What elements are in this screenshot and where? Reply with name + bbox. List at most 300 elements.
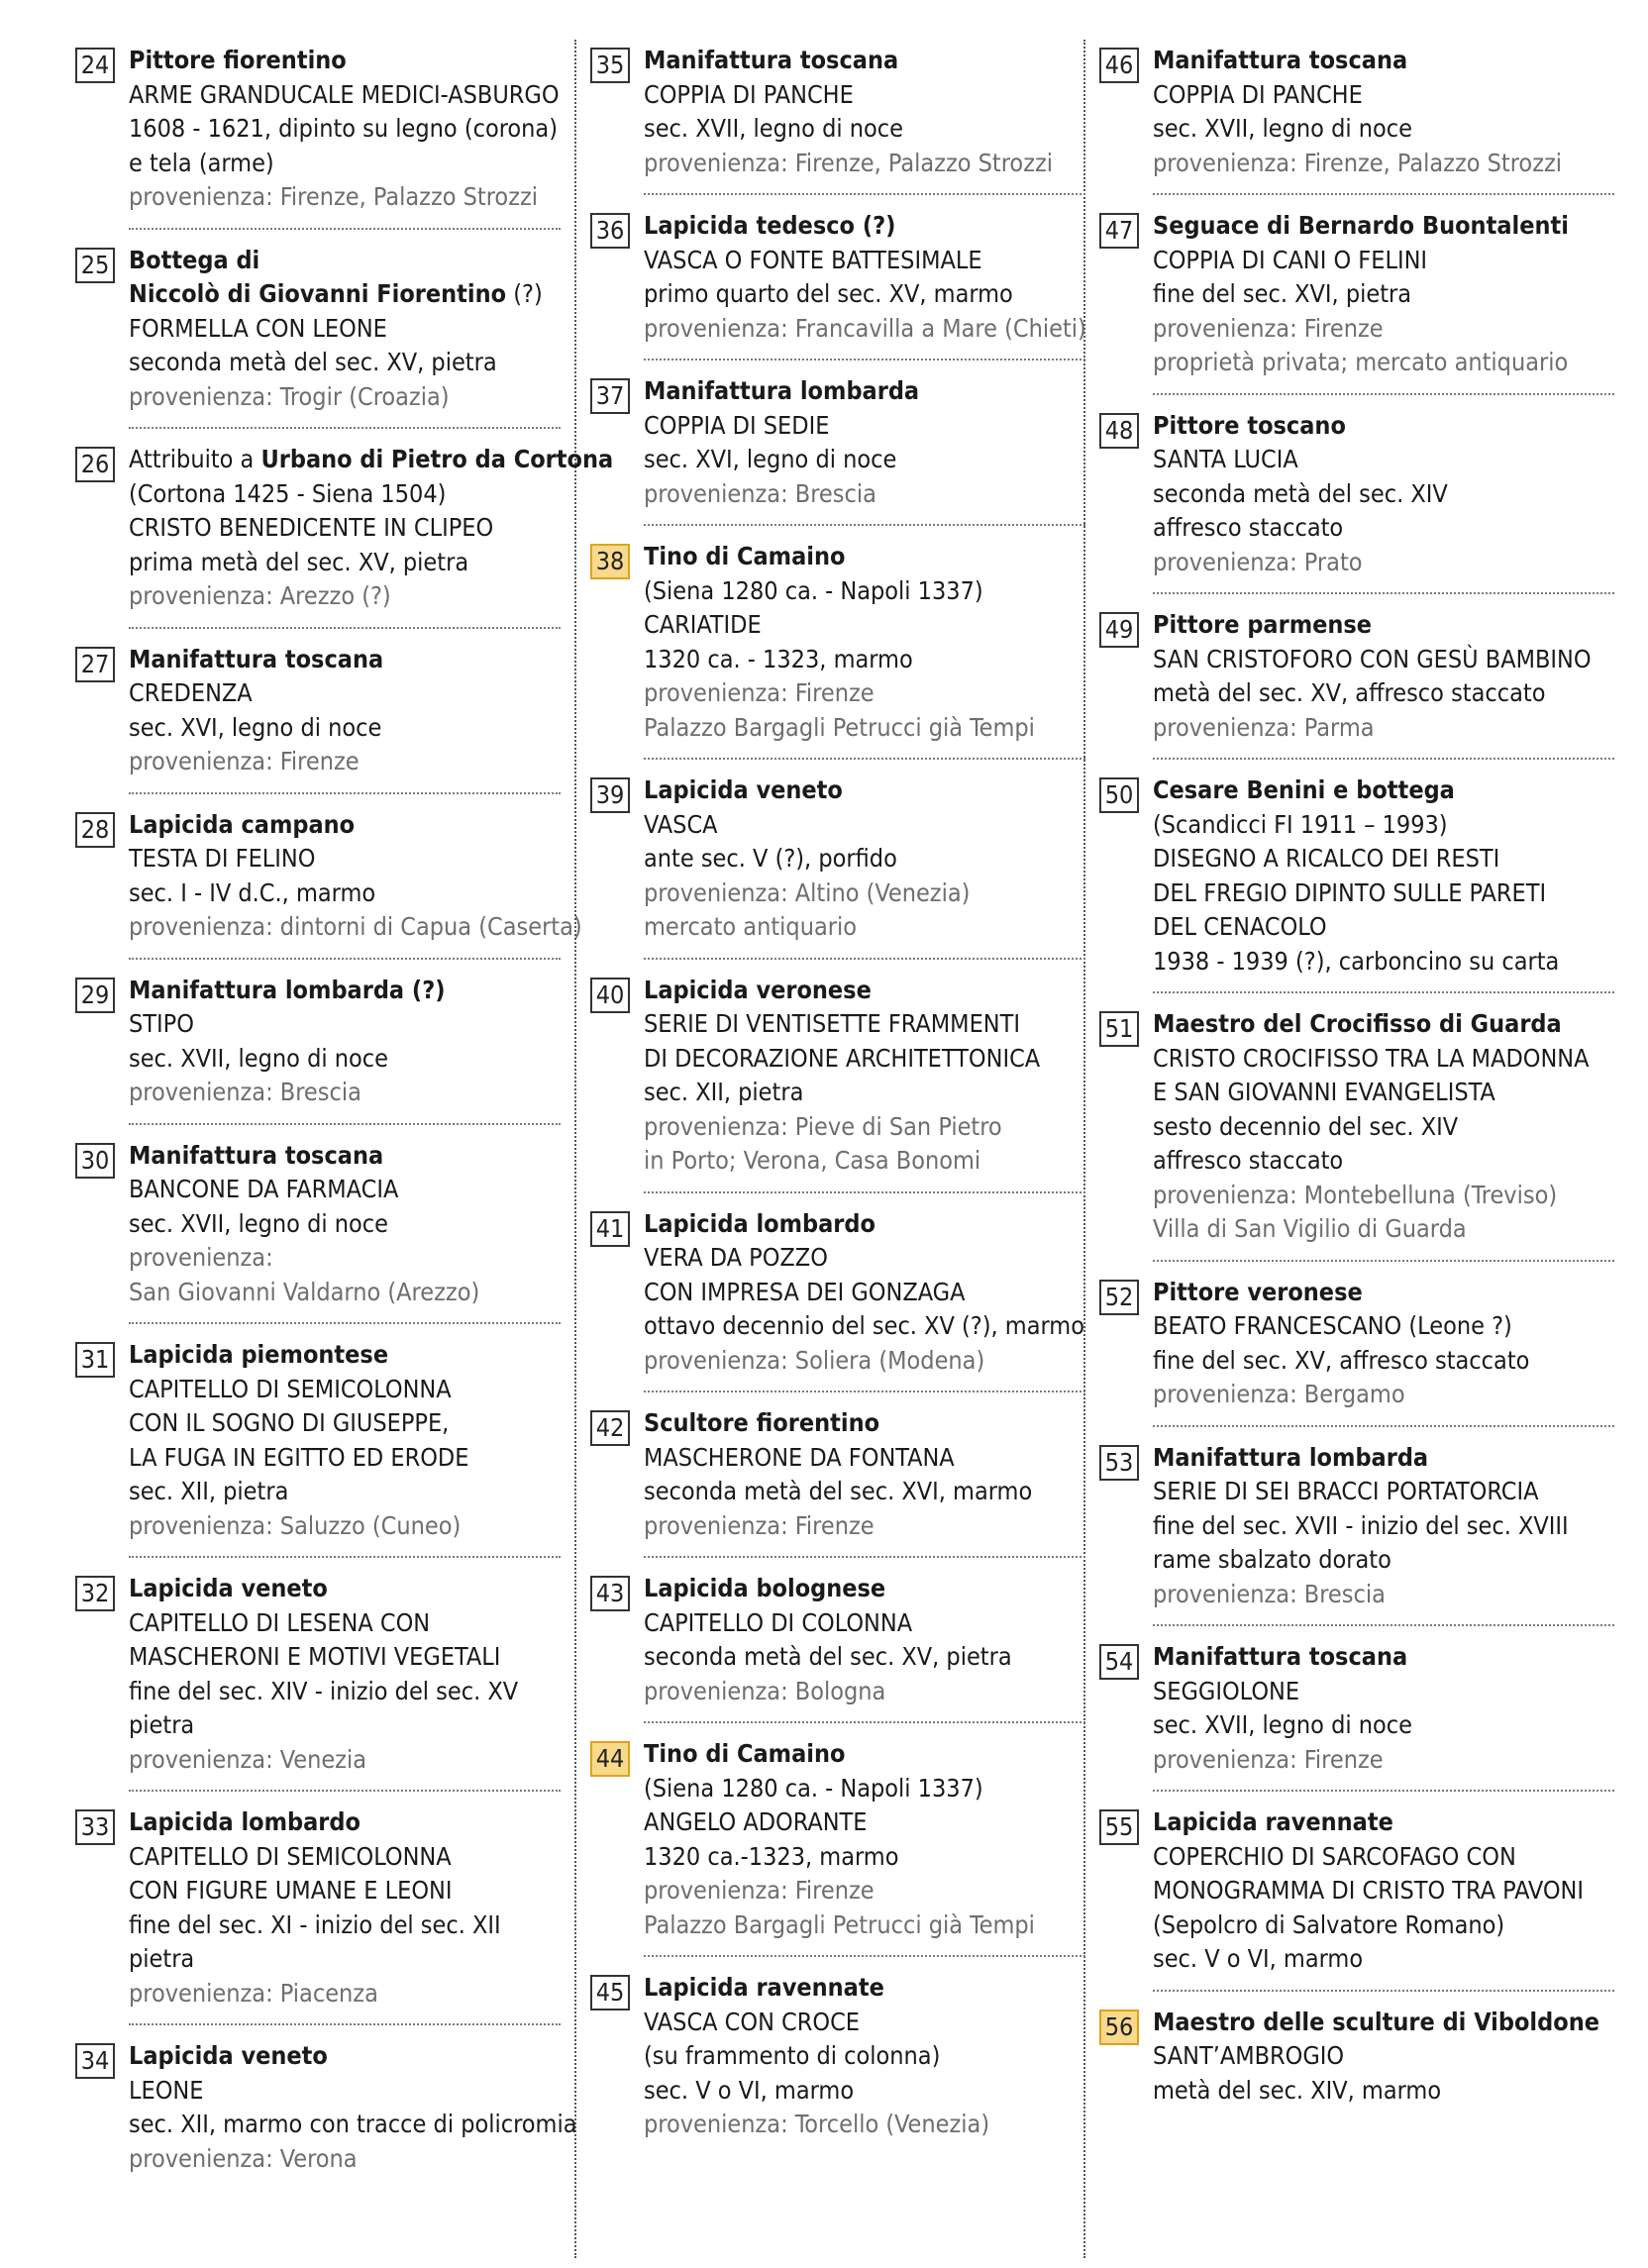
entry-text: provenienza: Firenze <box>644 1510 875 1540</box>
catalog-entry <box>75 244 561 415</box>
entry-provenance-line <box>1153 711 1614 746</box>
entry-separator <box>1153 193 1614 195</box>
entry-line <box>1153 1110 1614 1145</box>
entry-line <box>1153 1042 1614 1077</box>
entry-text: provenienza: Francavilla a Mare (Chieti) <box>644 313 1086 343</box>
entry-separator <box>1153 991 1614 993</box>
entry-line <box>644 540 1085 574</box>
column-divider-1 <box>574 40 576 2258</box>
entry-separator <box>129 1322 561 1324</box>
entry-text: SAN CRISTOFORO CON GESÙ BAMBINO <box>1153 644 1592 673</box>
entry-provenance-line <box>644 1509 1085 1544</box>
entry-line <box>644 1640 1085 1675</box>
entry-text: CRISTO BENEDICENTE IN CLIPEO <box>129 513 494 542</box>
entry-text: CAPITELLO DI SEMICOLONNA <box>129 1374 452 1403</box>
entry-author: Lapicida veronese <box>644 975 872 1004</box>
entry-line <box>1153 945 1614 979</box>
entry-text: MASCHERONI E MOTIVI VEGETALI <box>129 1642 501 1671</box>
entry-text: (Sepolcro di Salvatore Romano) <box>1153 1909 1505 1939</box>
catalog-entry <box>590 209 1085 346</box>
entry-text: in Porto; Verona, Casa Bonomi <box>644 1146 981 1175</box>
entry-line <box>1153 1007 1614 1042</box>
entry-separator <box>129 792 561 794</box>
entry-line <box>1153 1475 1614 1509</box>
catalog-entry <box>590 1406 1085 1543</box>
entry-author: Tino di Camaino <box>644 542 846 570</box>
entry-text: pietra <box>129 1710 195 1739</box>
entry-separator <box>644 1556 1085 1558</box>
entry-text: ARME GRANDUCALE MEDICI-ASBURGO <box>129 79 560 109</box>
entry-line <box>644 1572 1085 1606</box>
entry-text: provenienza: Bologna <box>644 1676 886 1705</box>
entry-provenance-line <box>129 180 561 215</box>
entry-provenance-line <box>644 711 1085 746</box>
entry-number-badge: 36 <box>590 213 630 249</box>
entry-line <box>129 1042 561 1077</box>
entry-line <box>644 1805 1085 1840</box>
entry-line <box>129 477 561 512</box>
entry-line <box>644 773 1085 808</box>
entry-number-badge: 31 <box>75 1342 115 1378</box>
entry-line <box>644 1406 1085 1441</box>
entry-line <box>129 147 561 181</box>
entry-line <box>129 808 561 843</box>
entry-number-badge: 49 <box>1099 612 1139 648</box>
entry-line <box>129 1007 561 1042</box>
entry-line <box>129 1572 561 1606</box>
entry-author: Pittore fiorentino <box>129 46 347 74</box>
entry-text: affresco staccato <box>1153 513 1344 542</box>
entry-line <box>129 1139 561 1174</box>
entry-provenance-line <box>644 477 1085 512</box>
entry-line <box>1153 78 1614 113</box>
entry-number-badge: 47 <box>1099 213 1139 249</box>
entry-separator <box>129 228 561 230</box>
entry-line <box>129 711 561 746</box>
catalog-entry <box>590 1207 1085 1379</box>
entry-line <box>644 808 1085 843</box>
entry-author: Lapicida veneto <box>129 1574 328 1602</box>
entry-line <box>644 1276 1085 1310</box>
entry-provenance-line <box>1153 346 1614 380</box>
entry-author: Lapicida lombardo <box>129 1807 360 1836</box>
entry-number-badge: 54 <box>1099 1644 1139 1680</box>
catalog-entry <box>1099 1640 1614 1777</box>
entry-author: Manifattura toscana <box>129 644 384 673</box>
entry-separator <box>129 627 561 629</box>
entry-line <box>1153 209 1614 244</box>
entry-text: provenienza: Firenze <box>644 678 875 707</box>
entry-line <box>129 546 561 580</box>
entry-provenance-line <box>1153 1179 1614 1213</box>
entry-text: CARIATIDE <box>644 610 762 639</box>
entry-line <box>1153 1441 1614 1476</box>
entry-number-badge: 34 <box>75 2043 115 2079</box>
entry-line <box>644 1840 1085 1875</box>
entry-text: e tela (arme) <box>129 148 274 177</box>
entry-text: sec. XII, pietra <box>129 1477 289 1505</box>
entry-text: proprietà privata; mercato antiquario <box>1153 348 1569 376</box>
catalog-entry <box>1099 1805 1614 1977</box>
entry-text: 1320 ca.-1323, marmo <box>644 1841 899 1871</box>
entry-line <box>1153 2039 1614 2074</box>
entry-line <box>1153 112 1614 147</box>
entry-text: CAPITELLO DI COLONNA <box>644 1607 913 1637</box>
entry-text: provenienza: Bergamo <box>1153 1380 1405 1408</box>
entry-author: Seguace di Bernardo Buontalenti <box>1153 211 1569 240</box>
entry-text: COPPIA DI CANI O FELINI <box>1153 245 1428 274</box>
entry-text: sec. V o VI, marmo <box>644 2075 855 2105</box>
entry-line <box>1153 1675 1614 1709</box>
catalog-entry <box>75 808 582 945</box>
entry-text: provenienza: Verona <box>129 2143 358 2173</box>
entry-line <box>129 1908 561 1943</box>
entry-text: provenienza: Prato <box>1153 547 1363 576</box>
entry-number-badge: 44 <box>590 1741 630 1777</box>
entry-line <box>1153 876 1614 911</box>
entry-line <box>644 443 1085 477</box>
entry-text: provenienza: Venezia <box>129 1744 367 1774</box>
entry-line <box>644 1042 1085 1077</box>
entry-author: Maestro del Crocifisso di Guarda <box>1153 1009 1562 1038</box>
entry-number-badge: 41 <box>590 1211 630 1247</box>
entry-text: FORMELLA CON LEONE <box>129 313 387 343</box>
entry-line <box>1153 244 1614 278</box>
entry-line <box>129 44 561 78</box>
entry-line <box>1153 511 1614 546</box>
catalog-entry <box>1099 409 1614 580</box>
entry-line <box>1153 676 1614 711</box>
entry-text: provenienza: Firenze <box>1153 313 1384 343</box>
entry-provenance-line <box>129 1276 561 1310</box>
entry-author: Manifattura toscana <box>1153 1642 1408 1671</box>
entry-text: DEL FREGIO DIPINTO SULLE PARETI <box>1153 877 1547 907</box>
catalog-column-2 <box>590 44 1085 2142</box>
entry-separator <box>644 758 1085 760</box>
entry-text: primo quarto del sec. XV, marmo <box>644 279 1013 308</box>
entry-separator <box>644 359 1085 361</box>
entry-line <box>129 78 561 113</box>
entry-separator <box>129 427 561 429</box>
catalog-column-3 <box>1099 44 1614 2108</box>
entry-author: Lapicida veneto <box>644 775 843 804</box>
entry-text: CON IMPRESA DEI GONZAGA <box>644 1277 966 1306</box>
entry-text: MONOGRAMMA DI CRISTO TRA PAVONI <box>1153 1876 1585 1905</box>
entry-text: provenienza: Pieve di San Pietro <box>644 1111 1002 1141</box>
entry-line <box>644 1441 1085 1476</box>
entry-line <box>129 346 561 380</box>
entry-text: sec. XII, pietra <box>644 1078 804 1106</box>
entry-author: Manifattura lombarda <box>644 376 920 405</box>
entry-text: sec. XVII, legno di noce <box>129 1208 388 1238</box>
entry-text: fine del sec. XI - inizio del sec. XII <box>129 1909 501 1939</box>
entry-line <box>129 244 561 278</box>
entry-separator <box>1153 1260 1614 1262</box>
entry-provenance-line <box>644 1144 1085 1179</box>
entry-line <box>644 244 1085 278</box>
catalog-entry <box>590 974 1085 1179</box>
entry-line <box>1153 910 1614 945</box>
entry-text: provenienza: dintorni di Capua (Caserta) <box>129 912 582 941</box>
entry-line <box>1153 1309 1614 1344</box>
entry-line <box>1153 1144 1614 1179</box>
entry-provenance-line <box>129 910 582 945</box>
entry-line <box>129 443 614 477</box>
entry-separator <box>644 1391 1085 1392</box>
entry-text: COPPIA DI SEDIE <box>644 410 830 440</box>
entry-author: Cesare Benini e bottega <box>1153 775 1455 804</box>
entry-text: CAPITELLO DI LESENA CON <box>129 1607 431 1637</box>
catalog-entry <box>75 44 561 215</box>
entry-line <box>1153 44 1614 78</box>
entry-text: provenienza: Firenze <box>1153 1744 1384 1774</box>
entry-provenance-line <box>644 1874 1085 1908</box>
entry-number-badge: 25 <box>75 248 115 283</box>
entry-text: metà del sec. XIV, marmo <box>1153 2075 1442 2105</box>
entry-text: (Siena 1280 ca. - Napoli 1337) <box>644 1773 983 1803</box>
entry-line <box>1153 808 1614 843</box>
entry-number-badge: 45 <box>590 1975 630 2010</box>
entry-text: CON IL SOGNO DI GIUSEPPE, <box>129 1408 450 1437</box>
entry-text: CRISTO CROCIFISSO TRA LA MADONNA <box>1153 1043 1590 1073</box>
entry-text: BANCONE DA FARMACIA <box>129 1175 399 1203</box>
entry-number-badge: 35 <box>590 48 630 83</box>
entry-provenance-line <box>129 1743 561 1778</box>
entry-text: sesto decennio del sec. XIV <box>1153 1111 1459 1141</box>
entry-line <box>1153 277 1614 312</box>
entry-number-badge: 56 <box>1099 2010 1139 2045</box>
entry-separator <box>1153 592 1614 594</box>
entry-line <box>644 409 1085 444</box>
entry-text: CREDENZA <box>129 678 253 707</box>
entry-line <box>644 277 1085 312</box>
entry-line <box>129 643 561 677</box>
entry-number-badge: 38 <box>590 544 630 579</box>
entry-provenance-line <box>129 745 561 779</box>
entry-separator <box>1153 393 1614 395</box>
entry-number-badge: 40 <box>590 978 630 1013</box>
entry-provenance-line <box>644 676 1085 711</box>
entry-line <box>129 974 561 1008</box>
entry-text: DEL CENACOLO <box>1153 912 1327 941</box>
entry-text: SANT’AMBROGIO <box>1153 2041 1345 2070</box>
entry-separator <box>129 1790 561 1792</box>
entry-line <box>644 2039 1085 2074</box>
entry-provenance-line <box>644 1110 1085 1145</box>
entry-number-badge: 33 <box>75 1809 115 1845</box>
entry-author: Manifattura toscana <box>129 1140 384 1170</box>
entry-text: provenienza: <box>129 1243 273 1272</box>
entry-text: provenienza: Firenze <box>644 1876 875 1905</box>
entry-author: Lapicida tedesco (?) <box>644 211 896 240</box>
entry-line <box>1153 1874 1614 1908</box>
entry-author: Tino di Camaino <box>644 1739 846 1768</box>
entry-author: Lapicida ravennate <box>1153 1807 1393 1836</box>
entry-text: Palazzo Bargagli Petrucci già Tempi <box>644 712 1035 742</box>
entry-number-badge: 52 <box>1099 1280 1139 1315</box>
entry-provenance-line <box>644 1908 1085 1943</box>
entry-text: seconda metà del sec. XV, pietra <box>129 348 497 376</box>
entry-line <box>129 312 561 347</box>
entry-separator <box>644 1191 1085 1193</box>
entry-provenance-line <box>644 147 1085 181</box>
entry-line <box>1153 1805 1614 1840</box>
catalog-entry <box>75 974 561 1110</box>
entry-author: Manifattura toscana <box>1153 46 1408 74</box>
entry-text: fine del sec. XVII - inizio del sec. XVIII <box>1153 1510 1569 1540</box>
entry-text: fine del sec. XVI, pietra <box>1153 279 1412 308</box>
entry-text: provenienza: Firenze, Palazzo Strozzi <box>1153 148 1563 177</box>
entry-number-badge: 55 <box>1099 1809 1139 1845</box>
entry-text: VERA DA POZZO <box>644 1243 828 1272</box>
entry-line <box>1153 1942 1614 1977</box>
entry-text: provenienza: Soliera (Modena) <box>644 1345 985 1375</box>
catalog-entry <box>590 773 1085 945</box>
entry-line <box>129 1373 561 1407</box>
entry-provenance-line <box>1153 546 1614 580</box>
entry-number-badge: 50 <box>1099 777 1139 813</box>
entry-number-badge: 24 <box>75 48 115 83</box>
catalog-entry <box>590 44 1085 180</box>
catalog-entry <box>590 1971 1085 2142</box>
entry-text: VASCA <box>644 809 718 839</box>
entry-line <box>1153 773 1614 808</box>
entry-text: seconda metà del sec. XVI, marmo <box>644 1477 1033 1505</box>
entry-line <box>129 1675 561 1709</box>
entry-line <box>129 1805 561 1840</box>
entry-line <box>1153 1276 1614 1310</box>
entry-line <box>644 2074 1085 2109</box>
entry-text: fine del sec. XV, affresco staccato <box>1153 1345 1530 1375</box>
entry-line <box>644 574 1085 609</box>
catalog-entry <box>75 1338 561 1543</box>
entry-separator <box>644 958 1085 960</box>
entry-author: Manifattura lombarda <box>1153 1442 1429 1472</box>
entry-line <box>644 1971 1085 2006</box>
entry-separator <box>129 1123 561 1125</box>
entry-text: 1320 ca. - 1323, marmo <box>644 644 913 673</box>
entry-line <box>1153 1076 1614 1110</box>
entry-text: CON FIGURE UMANE E LEONI <box>129 1876 453 1905</box>
entry-text: seconda metà del sec. XIV <box>1153 478 1448 508</box>
entry-line <box>1153 1543 1614 1578</box>
entry-number-badge: 32 <box>75 1576 115 1611</box>
entry-line <box>644 1309 1085 1344</box>
entry-number-badge: 29 <box>75 978 115 1013</box>
catalog-entry <box>1099 1007 1614 1247</box>
entry-line <box>129 1606 561 1641</box>
entry-provenance-line <box>1153 1578 1614 1612</box>
entry-number-badge: 28 <box>75 812 115 848</box>
entry-line <box>1153 842 1614 876</box>
entry-text: DI DECORAZIONE ARCHITETTONICA <box>644 1043 1041 1073</box>
entry-line <box>129 1207 561 1242</box>
entry-line <box>1153 1840 1614 1875</box>
entry-author: Pittore veronese <box>1153 1277 1363 1306</box>
entry-text: E SAN GIOVANNI EVANGELISTA <box>1153 1078 1495 1106</box>
entry-number-badge: 46 <box>1099 48 1139 83</box>
entry-text: provenienza: Piacenza <box>129 1978 378 2008</box>
entry-provenance-line <box>129 380 561 415</box>
entry-line <box>129 842 561 876</box>
entry-text: VASCA O FONTE BATTESIMALE <box>644 245 982 274</box>
entry-text: (Cortona 1425 - Siena 1504) <box>129 478 447 508</box>
entry-number-badge: 27 <box>75 647 115 682</box>
entry-text: provenienza: Montebelluna (Treviso) <box>1153 1180 1558 1209</box>
entry-line <box>644 1475 1085 1509</box>
entry-line <box>644 2006 1085 2040</box>
entry-line <box>1153 1708 1614 1743</box>
entry-text: prima metà del sec. XV, pietra <box>129 547 469 576</box>
entry-author: Lapicida bolognese <box>644 1574 886 1602</box>
entry-line <box>644 1737 1085 1772</box>
entry-text: CAPITELLO DI SEMICOLONNA <box>129 1841 452 1871</box>
entry-author: Urbano di Pietro da Cortona <box>260 445 614 473</box>
entry-text: provenienza: Altino (Venezia) <box>644 877 971 907</box>
entry-provenance-line <box>129 1509 561 1544</box>
entry-text: SERIE DI VENTISETTE FRAMMENTI <box>644 1009 1020 1038</box>
entry-text: provenienza: Saluzzo (Cuneo) <box>129 1510 462 1540</box>
entry-text: provenienza: Torcello (Venezia) <box>644 2110 990 2138</box>
entry-text: Attribuito a <box>129 445 261 473</box>
entry-line <box>644 209 1085 244</box>
entry-line <box>644 974 1085 1008</box>
entry-text: 1938 - 1939 (?), carboncino su carta <box>1153 946 1560 976</box>
entry-line <box>1153 409 1614 444</box>
entry-text: STIPO <box>129 1009 194 1038</box>
entry-text: San Giovanni Valdarno (Arezzo) <box>129 1277 480 1306</box>
entry-text: (su frammento di colonna) <box>644 2041 941 2070</box>
entry-line <box>644 78 1085 113</box>
entry-text: ottavo decennio del sec. XV (?), marmo <box>644 1311 1084 1340</box>
entry-number-badge: 30 <box>75 1143 115 1179</box>
entry-line <box>1153 1509 1614 1544</box>
entry-number-badge: 42 <box>590 1410 630 1446</box>
entry-line <box>129 1406 561 1441</box>
entry-line <box>129 876 561 911</box>
entry-author: Pittore parmense <box>1153 610 1373 639</box>
entry-separator <box>1153 1790 1614 1792</box>
catalog-entry <box>1099 1276 1614 1412</box>
entry-line <box>1153 477 1614 512</box>
entry-text: sec. I - IV d.C., marmo <box>129 877 376 907</box>
entry-line <box>644 1606 1085 1641</box>
entry-text: COPERCHIO DI SARCOFAGO CON <box>1153 1841 1516 1871</box>
entry-line <box>129 1441 561 1476</box>
entry-line <box>129 1475 561 1509</box>
entry-line <box>644 842 1085 876</box>
entry-text: Palazzo Bargagli Petrucci già Tempi <box>644 1909 1035 1939</box>
entry-line <box>129 2039 561 2074</box>
entry-author: Pittore toscano <box>1153 410 1346 440</box>
entry-text: 1608 - 1621, dipinto su legno (corona) <box>129 114 558 143</box>
entry-line <box>1153 2006 1614 2040</box>
entry-line <box>1153 443 1614 477</box>
entry-separator <box>129 1556 561 1558</box>
entry-line <box>129 1338 561 1373</box>
entry-line <box>644 1007 1085 1042</box>
entry-text: pietra <box>129 1944 195 1973</box>
catalog-entry <box>75 643 561 779</box>
entry-text: rame sbalzato dorato <box>1153 1545 1391 1574</box>
entry-provenance-line <box>129 1977 561 2011</box>
catalog-entry <box>75 1572 561 1777</box>
entry-text: provenienza: Brescia <box>129 1078 361 1106</box>
entry-line <box>644 374 1085 409</box>
entry-text: sec. XVII, legno di noce <box>129 1043 388 1073</box>
entry-line <box>129 511 561 546</box>
entry-line <box>129 112 561 147</box>
